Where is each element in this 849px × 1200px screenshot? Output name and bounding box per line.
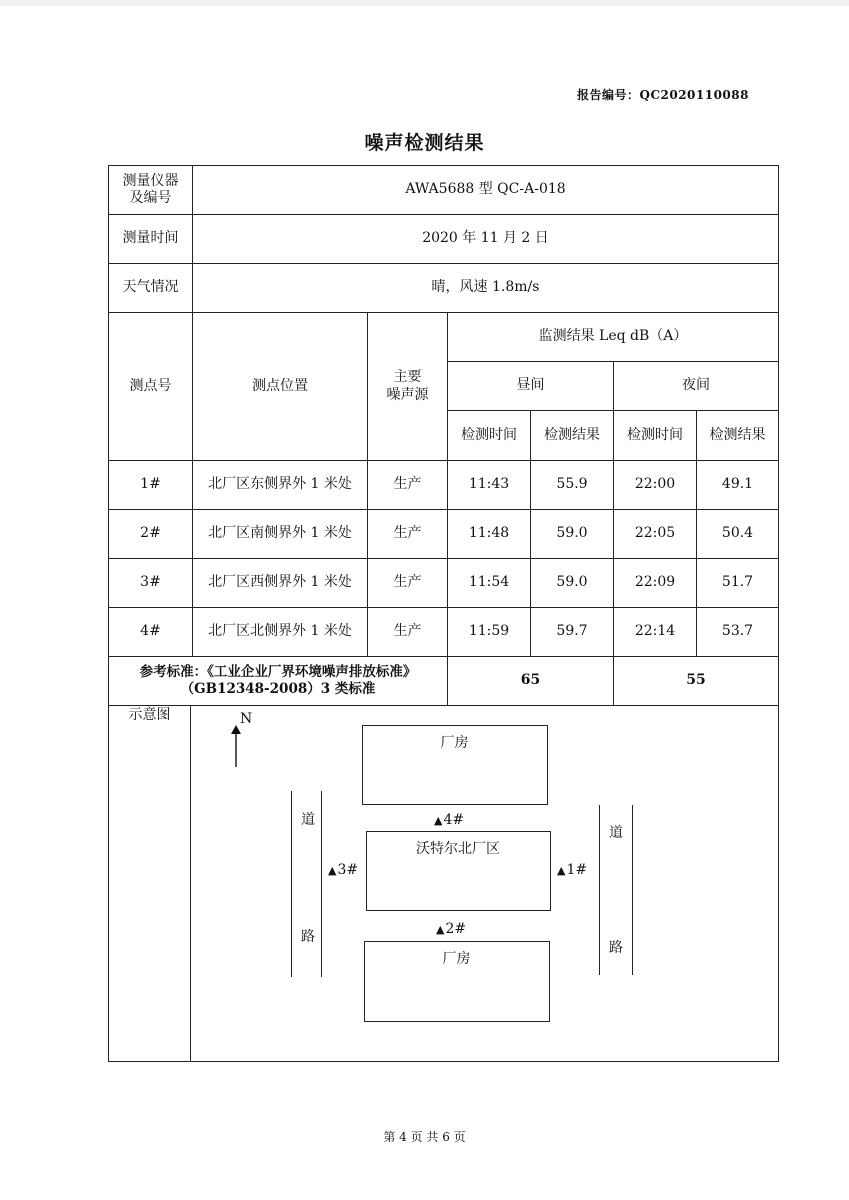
measure-time-value: 2020 年 11 月 2 日 bbox=[422, 230, 549, 247]
header-day-time: 检测时间 bbox=[461, 426, 517, 443]
table-border-right bbox=[778, 165, 779, 1062]
row-day-value: 55.9 bbox=[556, 476, 588, 493]
row-night-value: 51.7 bbox=[721, 574, 754, 591]
road-left-char-2: 路 bbox=[301, 929, 315, 945]
triangle-marker-icon: ▲ bbox=[328, 864, 337, 877]
header-nighttime: 夜间 bbox=[682, 377, 710, 394]
row-night-value: 53.7 bbox=[721, 623, 754, 640]
row-day-value: 59.0 bbox=[556, 525, 588, 542]
row-night-value: 50.4 bbox=[721, 525, 754, 542]
row-location: 北厂区东侧界外 1 米处 bbox=[208, 476, 352, 493]
night-limit: 55 bbox=[686, 672, 706, 689]
point-2-marker bbox=[436, 921, 466, 937]
row-day-time: 11:48 bbox=[468, 525, 510, 542]
triangle-marker-icon: ▲ bbox=[436, 923, 445, 936]
header-point-no: 测点号 bbox=[129, 377, 172, 394]
row-source: 生产 bbox=[393, 525, 422, 542]
table-rule bbox=[190, 705, 191, 1062]
row-source: 生产 bbox=[393, 476, 422, 493]
point-4-marker bbox=[434, 812, 464, 828]
building-main bbox=[366, 831, 551, 911]
point-3-label: 3# bbox=[337, 862, 359, 878]
row-location: 北厂区南侧界外 1 米处 bbox=[208, 525, 352, 542]
reference-standard: 参考标准：《工业企业厂界环境噪声排放标准》 （GB12348-2008）3 类标准 bbox=[139, 664, 417, 697]
row-day-time: 11:59 bbox=[468, 623, 510, 640]
header-result-group: 监测结果 Leq dB（A） bbox=[538, 328, 688, 345]
row-source: 生产 bbox=[393, 574, 422, 591]
road-left-char-1: 道 bbox=[301, 812, 315, 828]
arrow-up-icon bbox=[230, 725, 242, 767]
row-source: 生产 bbox=[393, 623, 422, 640]
building-top bbox=[362, 725, 548, 805]
day-limit: 65 bbox=[520, 672, 541, 689]
header-daytime: 昼间 bbox=[516, 377, 545, 394]
page-top-edge bbox=[0, 0, 849, 6]
weather-value: 晴，风速 1.8m/s bbox=[431, 279, 540, 296]
point-4-label: 4# bbox=[443, 812, 465, 828]
row-night-time: 22:09 bbox=[634, 574, 676, 591]
instrument-label: 测量仪器 及编号 bbox=[122, 172, 179, 206]
point-1-label: 1# bbox=[566, 862, 588, 878]
road-right-edge bbox=[599, 805, 600, 975]
row-day-time: 11:54 bbox=[468, 574, 510, 591]
instrument-value: AWA5688 型 QC-A-018 bbox=[405, 181, 566, 198]
noise-results-table bbox=[108, 165, 779, 1062]
building-bottom bbox=[364, 941, 550, 1022]
row-night-time: 22:05 bbox=[634, 525, 676, 542]
row-location: 北厂区北侧界外 1 米处 bbox=[208, 623, 352, 640]
point-2-label: 2# bbox=[445, 921, 467, 937]
triangle-marker-icon: ▲ bbox=[557, 864, 566, 877]
report-number: 报告编号：QC2020110088 bbox=[576, 88, 749, 102]
header-night-time: 检测时间 bbox=[627, 426, 683, 443]
road-right-edge bbox=[632, 805, 633, 975]
road-left-edge bbox=[321, 791, 322, 977]
building-top-label: 厂房 bbox=[440, 735, 469, 751]
table-rule bbox=[108, 705, 779, 706]
diagram-label: 示意图 bbox=[128, 707, 171, 723]
row-night-value: 49.1 bbox=[721, 476, 754, 493]
row-point-no: 3# bbox=[140, 574, 161, 591]
north-label: N bbox=[240, 711, 253, 727]
table-border-bottom bbox=[108, 1061, 779, 1062]
row-night-time: 22:14 bbox=[634, 623, 676, 640]
row-day-value: 59.7 bbox=[556, 623, 588, 640]
page-title: 噪声检测结果 bbox=[364, 132, 485, 154]
measure-time-label: 测量时间 bbox=[122, 230, 179, 247]
building-bottom-label: 厂房 bbox=[442, 951, 471, 967]
point-3-marker bbox=[328, 862, 358, 878]
road-right-char-1: 道 bbox=[609, 825, 623, 841]
row-day-time: 11:43 bbox=[468, 476, 510, 493]
row-night-time: 22:00 bbox=[634, 476, 676, 493]
header-noise-source: 主要 噪声源 bbox=[386, 369, 429, 403]
row-point-no: 2# bbox=[140, 525, 161, 542]
road-right-char-2: 路 bbox=[609, 940, 623, 956]
page-footer: 第 4 页 共 6 页 bbox=[383, 1130, 466, 1144]
row-day-value: 59.0 bbox=[556, 574, 588, 591]
row-location: 北厂区西侧界外 1 米处 bbox=[208, 574, 352, 591]
building-main-label: 沃特尔北厂区 bbox=[416, 841, 500, 857]
point-1-marker bbox=[557, 862, 587, 878]
header-night-result: 检测结果 bbox=[709, 426, 766, 443]
header-location: 测点位置 bbox=[252, 377, 308, 394]
row-point-no: 1# bbox=[140, 476, 161, 493]
header-day-result: 检测结果 bbox=[544, 426, 600, 443]
road-left-edge bbox=[291, 791, 292, 977]
triangle-marker-icon: ▲ bbox=[434, 814, 443, 827]
row-point-no: 4# bbox=[140, 623, 161, 640]
weather-label: 天气情况 bbox=[122, 279, 179, 296]
